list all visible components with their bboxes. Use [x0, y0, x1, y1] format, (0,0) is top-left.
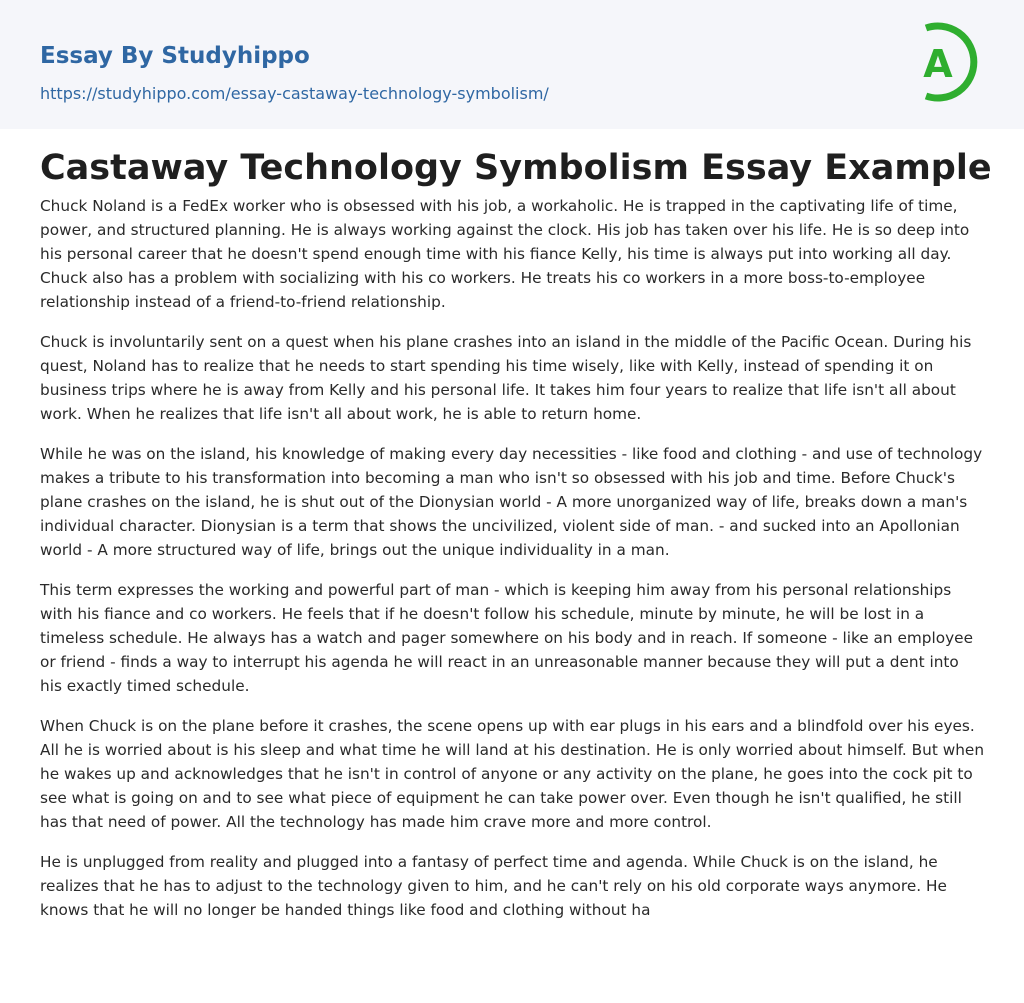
page-url-link[interactable]: https://studyhippo.com/essay-castaway-technology-symbolism/ — [40, 84, 549, 103]
essay-paragraph: When Chuck is on the plane before it crashes, the scene opens up with ear plugs in his ears and a blindfold over his eyes. All he is worried about is his sleep and what time he will land at his destination. He is only worried about himself. But when he wakes up and acknowledges that he isn't in control of anyone or any activity on the plane, he goes into the cock pit to see what is going on and to see what piece of equipment he can take power over. Even though he isn't qualified, he still has that need of power. All the technology has made him crave more and more control. — [40, 717, 985, 831]
essay-paragraph: While he was on the island, his knowledge of making every day necessities - like food and clothing - and use of technology makes a tribute to his transformation into becoming a man who isn't so obsessed with his job and time. Before Chuck's plane crashes on the island, he is shut out of the Dionysian world - A more unorganized way of life, breaks down a man's individual character. Dionysian is a term that shows the uncivilized, violent side of man. - and sucked into an Apollonian world - A more structured way of life, brings out the unique individuality in a man. — [40, 445, 983, 559]
site-header — [0, 0, 1024, 129]
essay-paragraph: This term expresses the working and powerful part of man - which is keeping him away from his personal relationships with his fiance and co workers. He feels that if he doesn't follow his schedule, minute by minute, he will be lost in a timeless schedule. He always has a watch and pager somewhere on his body and in reach. If someone - like an employee or friend - finds a way to interrupt his agenda he will react in an unreasonable manner because they will put a dent into his exactly timed schedule. — [40, 581, 973, 695]
essay-body — [40, 194, 984, 938]
essay-paragraph: He is unplugged from reality and plugged into a fantasy of perfect time and agenda. While Chuck is on the island, he realizes that he has to adjust to the technology given to him, and he can't rely on his old corporate ways anymore. He knows that he will no longer be handed things like food and clothing without ha — [40, 853, 947, 919]
essay-paragraph: Chuck is involuntarily sent on a quest when his plane crashes into an island in the middle of the Pacific Ocean. During his quest, Noland has to realize that he needs to start spending his time wisely, like with Kelly, instead of spending it on business trips where he is away from Kelly and his personal life. It takes him four years to realize that life isn't all about work. When he realizes that life isn't all about work, he is able to return home. — [40, 333, 972, 423]
page-title: Castaway Technology Symbolism Essay Example — [40, 148, 992, 188]
studyhippo-logo-icon[interactable] — [908, 18, 988, 106]
essay-paragraph: Chuck Noland is a FedEx worker who is obsessed with his job, a workaholic. He is trapped in the captivating life of time, power, and structured planning. He is always working against the clock. His job has taken over his life. He is so deep into his personal career that he doesn't spend enough time with his fiance Kelly, his time is always put into working all day. Chuck also has a problem with socializing with his co workers. He treats his co workers in a more boss-to-employee relationship instead of a friend-to-friend relationship. — [40, 197, 970, 311]
site-brand[interactable]: Essay By Studyhippo — [40, 43, 310, 69]
logo-letter: A — [923, 42, 953, 86]
